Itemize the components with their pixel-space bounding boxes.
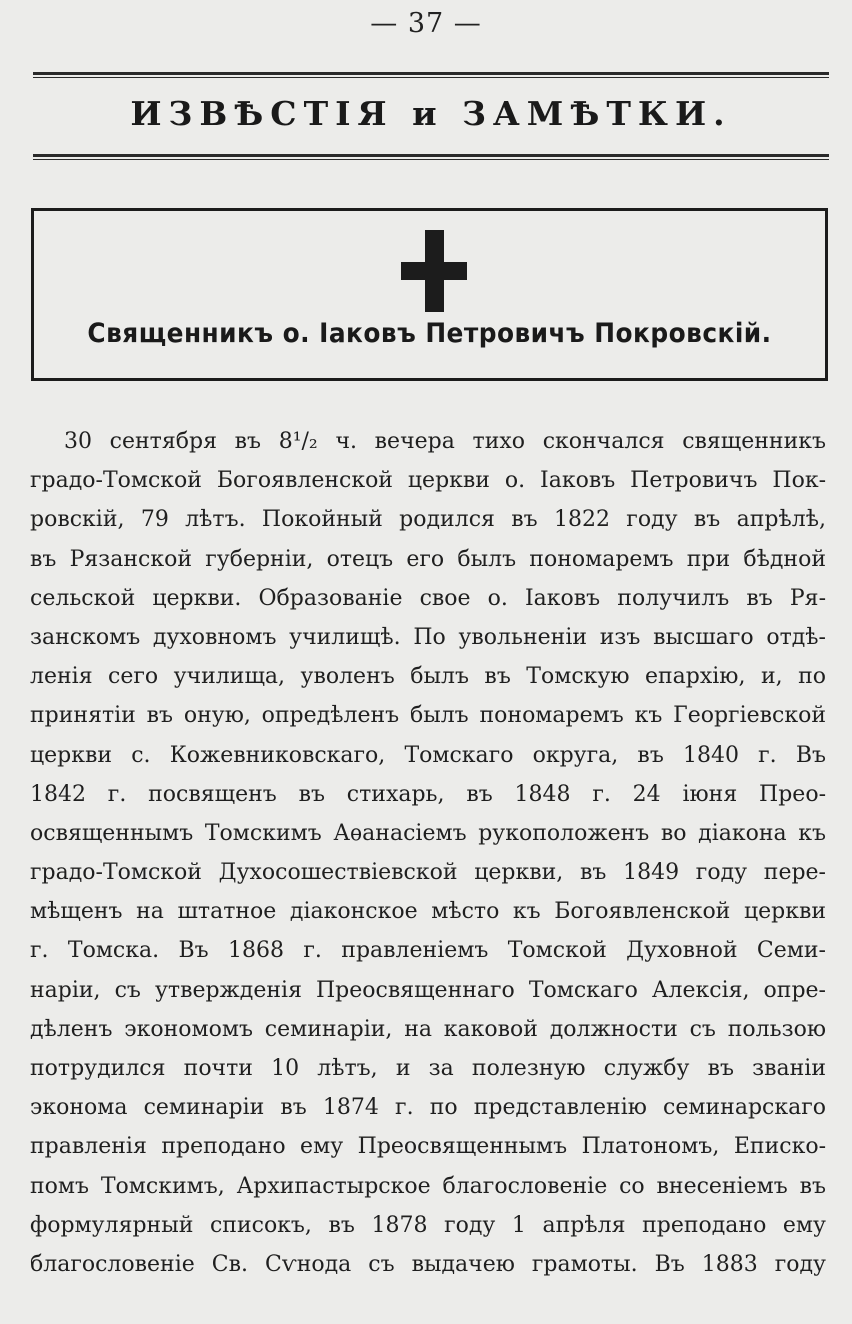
text-line: правленія преподано ему Преосвященнымъ Платономъ, Еписко- [30,1134,826,1160]
text-line: церкви с. Кожевниковскаго, Томскаго округа, въ 1840 г. Въ [30,742,826,768]
text-line: освященнымъ Томскимъ Аѳанасіемъ рукоположенъ во діакона къ [30,820,826,846]
obituary-box [31,208,828,381]
text-line: ленія сего училища, уволенъ былъ въ Томскую епархію, и, по [30,664,826,690]
text-line: 30 сентября въ 8¹/₂ ч. вечера тихо скончался священникъ [64,429,826,454]
header-top-rule [33,72,829,78]
header-bottom-rule [33,154,829,160]
text-line: помъ Томскимъ, Архипастырское благословеніе со внесеніемъ въ [30,1173,826,1199]
text-line: градо-Томской Богоявленской церкви о. Іаковъ Петровичъ Пок- [30,468,826,494]
page-number: — 37 — [370,8,482,39]
text-line: занскомъ духовномъ училищѣ. По увольненіи изъ высшаго отдѣ- [30,624,826,650]
text-line: благословеніе Св. Сѵнода съ выдачею грамоты. Въ 1883 году [30,1251,826,1277]
text-line: 1842 г. посвященъ въ стихарь, въ 1848 г. 24 іюня Прео- [30,781,826,807]
text-line: принятіи въ оную, опредѣленъ былъ пономаремъ къ Георгіевской [30,703,826,729]
text-line: наріи, съ утвержденія Преосвященнаго Томскаго Алексія, опре- [30,977,826,1003]
text-line: сельской церкви. Образованіе свое о. Іаковъ получилъ въ Ря- [30,585,826,611]
text-line: формулярный списокъ, въ 1878 году 1 апрѣля преподано ему [30,1212,826,1238]
article-body [30,422,826,1284]
orthodox-cross-icon [401,230,467,312]
obituary-name: Священникъ о. Іаковъ Петровичъ Покровскій. [87,318,772,349]
text-line: ровскій, 79 лѣтъ. Покойный родился въ 1822 году въ апрѣлѣ, [30,507,826,533]
text-line: мѣщенъ на штатное діаконское мѣсто къ Богоявленской церкви [30,899,826,925]
text-line: потрудился почти 10 лѣтъ, и за полезную службу въ званіи [30,1056,826,1081]
text-line: градо-Томской Духосошествіевской церкви, въ 1849 году пере- [30,860,826,886]
text-line: въ Рязанской губерніи, отецъ его былъ пономаремъ при бѣдной [30,546,826,572]
section-title: ИЗВѢСТІЯ и ЗАМѢТКИ. [130,94,732,133]
text-line: г. Томска. Въ 1868 г. правленіемъ Томской Духовной Семи- [30,938,826,964]
text-line: дѣленъ экономомъ семинаріи, на каковой должности съ пользою [30,1016,826,1042]
text-line: эконома семинаріи въ 1874 г. по представленію семинарскаго [30,1095,826,1121]
